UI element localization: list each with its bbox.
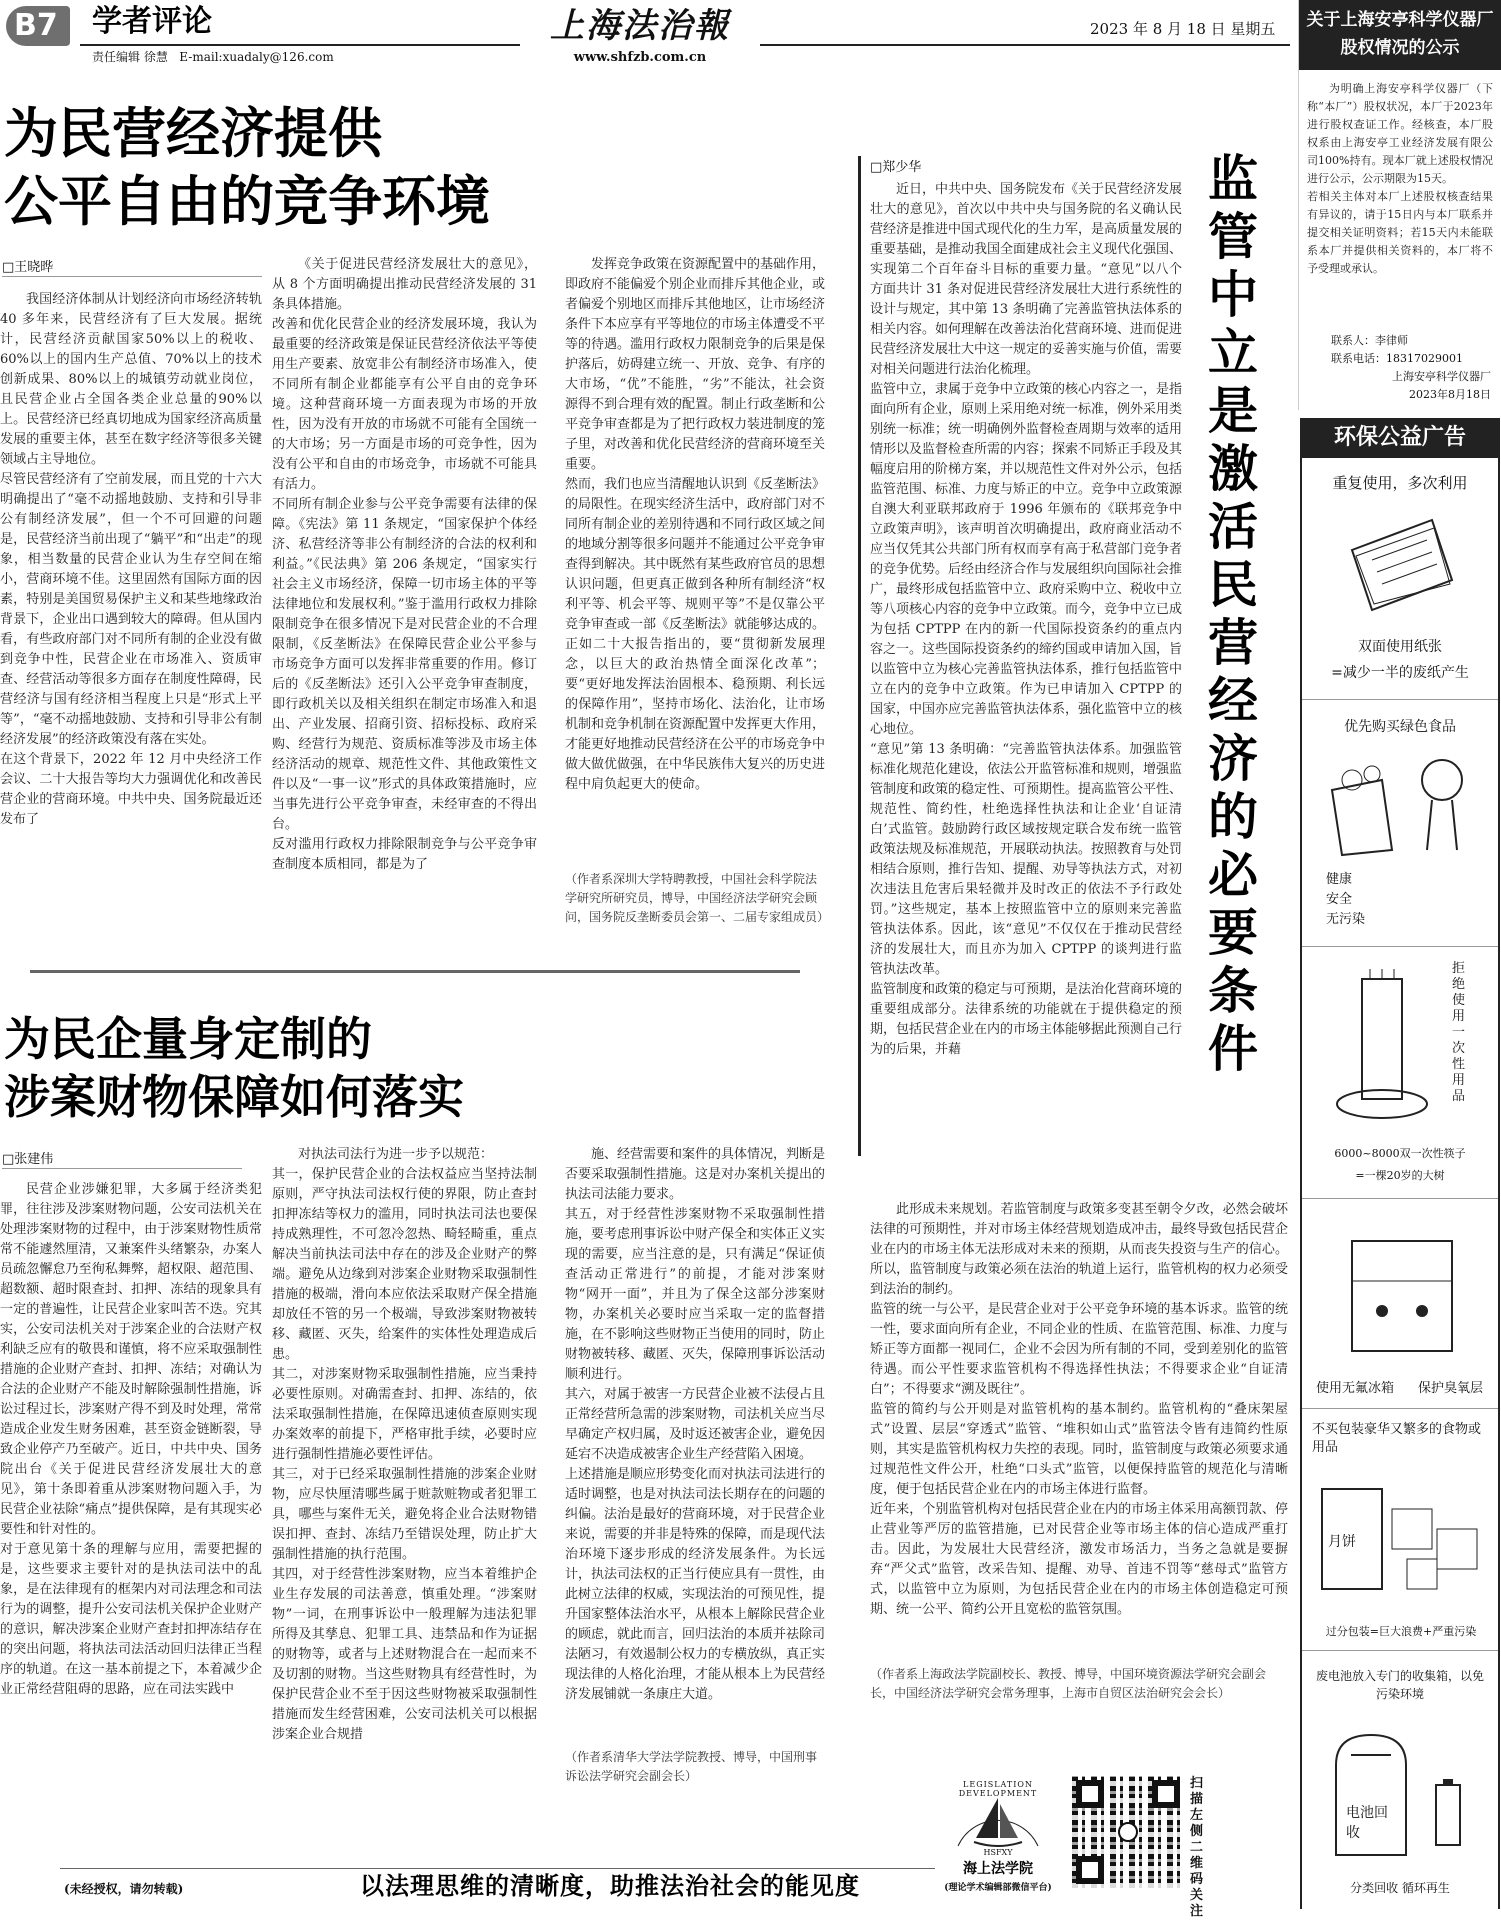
ad-panel-heading: 不买包装豪华又繁多的食物或用品 [1312,1422,1482,1455]
editor-name: 责任编辑 徐慧 [92,50,168,64]
title-char: 件 [1208,1020,1258,1078]
article1-title-line1: 为民营经济提供 [4,102,382,165]
ad-panel-caption: =一棵20岁的大树 [1355,1169,1445,1182]
ad-panel-heading: 使用无氟冰箱 [1316,1381,1395,1396]
footer-disclaimer: (未经授权，请勿转载) [64,1882,184,1896]
title-char: 监 [1208,150,1258,208]
article2-author-rule [2,1168,242,1169]
ad-panel-caption: 双面使用纸张 [1358,639,1442,655]
ad-panel-caption: 保护臭氧层 [1418,1381,1484,1396]
grocery-bag-icon [1322,750,1482,860]
ad-panel-food [1302,702,1498,947]
school-subtitle: (理论学术编辑部微信平台) [944,1883,1052,1893]
title-char: 经 [1208,672,1258,730]
qr-finder [1152,1780,1180,1808]
editor-line [92,48,334,65]
ad-panel-caption: =减少一半的废纸产生 [1331,665,1469,681]
ad-panel-battery [1302,1653,1498,1907]
qr-finder [1076,1780,1104,1808]
title-char: 条 [1208,962,1258,1020]
notice-box [1298,0,1500,410]
article1-title [4,100,564,236]
article3-column-top: 近日，中共中央、国务院发布《关于民营经济发展壮大的意见》，首次以中共中央与国务院的名义确认民营经济是推进中国式现代化的生力军，是高质量发展的重要基础，是推动我国全面建成社会主义现代化强国、实现第二个百年奋斗目标的重要力量。“意见”以八个方面共计 31 条对促进民营经济发展壮大进行系统性的设计与规定，其中第 13 条明确了完善监管执法体系的相关内容。如何理解在改善法治化营商环境、进而促进民营经济发展壮大中这一规定的妥善实施与价值，需要对相关问题进行法治化梳理。 监管中立，隶属于竞争中立政策的核心内容之一，是指面向所有企业，原则上采用绝对统一标准，例外采用类别统一标准；统一明确例外监督检查周期与效率的适用情形以及监督检查所需的内容；探索不同矫正手段及其幅度启用的阶梯方案，并以规范性文件对外公示，包括监管范围、标准、力度与矫正的中立。竞争中立政策源自澳大利亚联邦政府于 1996 年颁布的《联邦竞争中立政策声明》，该声明首次明确提出，政府商业活动不应当仅凭其公共部门所有权而享有高于私营部门竞争者的竞争优势。后经由经济合作与发展组织向国际社会推广，最终形成包括监管中立、政府采购中立、税收中立等八项核心内容的竞争中立政策。而今，竞争中立已成为包括 CPTPP 在内的新一代国际投资条约的重点内容之一。这些国际投资条约的缔约国或申请加入国，旨以监管中立为核心完善监管执法体系，推行包括监管中立在内的竞争中立政策。作为已申请加入 CPTPP 的国家，中国亦应完善监管执法体系，强化监管中立的核心地位。 “意见”第 13 条明确：“完善监管执法体系。加强监管标准化规范化建设，依法公开监管标准和规则，增强监管制度和政策的稳定性、可预期性。提高监管公平性、规范性、简约性，杜绝选择性执法和让企业‘自证清白’式监管。鼓励跨行政区域按规定联合发布统一监管政策法规及标准规范，开展联动执法。按照教育与处罚相结合原则，推行告知、提醒、劝导等执法方式，对初次违法且危害后果轻微并及时改正的依法不予行政处罚。”这些规定，基本上按照监管中立的原则来完善监管执法体系。因此，该“意见”不仅仅在于推动民营经济的发展壮大，而且亦为加入 CPTPP 的谈判进行监管执法改革。 监管制度和政策的稳定与可预期，是法治化营商环境的重要组成部分。法律系统的功能就在于提供稳定的预期，包括民营企业在内的市场主体能够据此预测自己行为的后果，并藉 [870,182,1183,1057]
paper-stack-icon [1342,510,1462,620]
title-char: 要 [1208,904,1258,962]
section-title: 学者评论 [92,4,212,39]
article2-title-line2: 涉案财物保障如何落实 [4,1070,464,1124]
article3-author-bio: （作者系上海政法学院副校长、教授、博导，中国环境资源法学研究会副会长，中国经济法学研究会常务理事，上海市自贸区法治研究会会长） [870,1667,1267,1700]
ad-panel-caption: 安全 [1326,892,1353,907]
ad-panel-packaging [1302,1411,1498,1651]
page-header [0,0,1300,68]
notice-date: 2023年8月18日 [1409,388,1491,401]
ad-panel-chopsticks [1302,949,1498,1199]
ad-panel-caption: 过分包装=巨大浪费+严重污染 [1325,1625,1477,1638]
article1-title-line2: 公平自由的竞争环境 [4,170,490,233]
article1-column-1: 我国经济体制从计划经济向市场经济转轨 40 多年来，民营经济有了巨大发展。据统计，民营经济贡献国家50%以上的税收、60%以上的国内生产总值、70%以上的技术创新成果、80%以上的城镇劳动就业岗位，且民营企业占全国各类企业总量的90%以上。民营经济已经真切地成为国家经济高质量发展的重要主体，甚至在数字经济等很多关键领域占主导地位。 尽管民营经济有了空前发展，而且党的十六大明确提出了“毫不动摇地鼓励、支持和引导非公有制经济发展”，但一个不可回避的问题是，民营经济当前出现了“躺平”和“出走”的现象，相当数量的民营企业认为生存空间在缩小，营商环境不佳。这里固然有国际方面的因素，特别是美国贸易保护主义和某些地缘政治背景下，企业出口遇到较大的障碍。但从国内看，有些政府部门对不同所有制的企业没有做到竞争中性，民营企业在市场准入、资质审查、经营活动等很多方面存在制度性障碍，民营经济与国有经济相当程度上只是“形式上平等”，“毫不动摇地鼓励、支持和引导非公有制经济发展”的经济政策没有落在实处。 在这个背景下，2022 年 12 月中央经济工作会议、二十大报告等均大力强调优化和改善民营企业的营商环境。中共中央、国务院最近还发布了 [0,292,262,827]
title-char: 激 [1208,440,1258,498]
ad-panel-heading: 重复使用，多次利用 [1332,474,1468,492]
article1-bottom-rule [30,970,800,973]
school-name: 海上法学院 [963,1861,1033,1877]
qr-code[interactable] [1072,1776,1184,1888]
eco-ad-title: 环保公益广告 [1333,425,1466,450]
article3-column-bottom: 此形成未来规划。若监管制度与政策多变甚至朝令夕改，必然会破坏法律的可预期性，并对市场主体经营规划造成冲击，最终导致包括民营企业在内的市场主体无法形成对未来的预期，从而丧失投资与生产的信心。所以，监管制度与政策必须在法治的轨道上运行，监管机构的权力必须受到法治的制约。 监管的统一与公平，是民营企业对于公平竞争环境的基本诉求。监管的统一性，要求面向所有企业，不同企业的性质、在监管范围、标准、力度与矫正等方面都一视同仁，企业不会因为所有制的不同，受到差别化的监管待遇。而公平性要求监管机构不得选择性执法；不得要求企业“自证清白”；不得要求“溯及既往”。 监管的简约与公开则是对监管机构的基本制约。监管机构的“叠床架屋式”设置、层层“穿透式”监管、“堆积如山式”监管法令皆有违简约性原则，其实是监管机构权力失控的表现。同时，监管制度与政策必须要求通过规范性文件公开，杜绝“口头式”监管，以便保持监管的规范化与清晰度，便于包括民营企业在内的市场主体进行监督。 近年来，个别监管机构对包括民营企业在内的市场主体采用高额罚款、停止营业等严厉的监管措施，已对民营企业等市场主体的信心造成严重打击。因此，为发展壮大民营经济，激发市场活力，当务之急就是要摒弃“严父式”监管，改采告知、提醒、劝导、首违不罚等“慈母式”监管方式，以监管中立为原则，为包括民营企业在内的市场主体创造稳定可预期、统一公平、简约公开且宽松的监管氛围。 [870,1202,1288,1617]
qr-finder [1076,1856,1104,1884]
article1-author-rule [2,276,262,277]
ad-panel-heading: 拒绝使用一次性用品 [1452,961,1466,1104]
article2-column-1: 民营企业涉嫌犯罪，大多属于经济类犯罪，往往涉及涉案财物问题，公安司法机关在处理涉案财物的过程中，由于涉案财物性质常常不能遽然厘清，又兼案件头绪繁杂，办案人员疏忽懈怠乃至徇私舞弊，超权限、超范围、超数额、超时限查封、扣押、冻结的现象具有一定的普遍性，让民营企业家叫苦不迭。究其实，公安司法机关对于涉案企业的合法财产权利缺乏应有的敬畏和谨慎，将不应采取强制性措施的企业财产查封、扣押、冻结；对确认为合法的企业财产不能及时解除强制性措施，诉讼过程过长，涉案财产得不到及时处理，常常造成企业发生财务困难，甚至资金链断裂，导致企业停产乃至破产。近日，中共中央、国务院出台《关于促进民营经济发展壮大的意见》，第十条即着重从涉案财物问题入手，为民营企业祛除“痛点”提供保障，是有其现实必要性和针对性的。 对于意见第十条的理解与应用，需要把握的是，这些要求主要针对的是执法司法中的乱象，是在法律现有的框架内对司法理念和司法行为的调整，提升公安司法机关保护企业财产的意识，解决涉案企业财产查封扣押冻结存在的突出问题，将执法司法活动回归法律正当程序的轨道。在这一基本前提之下，本着减少企业正常经营阻碍的思路，应在司法实践中 [0,1182,262,1697]
notice-contact-phone: 联系电话：18317029001 [1331,352,1463,365]
school-abbr: HSFXY [983,1848,1013,1857]
website: www.shfzb.com.cn [573,50,707,65]
scan-instruction: 扫描左侧二维码关注 [1190,1776,1204,1919]
footer-slogan: 以法理思维的清晰度，助推法治社会的能见度 [360,1872,860,1900]
battery-bin-icon [1316,1725,1486,1865]
article2-author: □张建伟 [2,1152,54,1167]
title-char: 是 [1208,382,1258,440]
title-char: 的 [1208,788,1258,846]
title-char: 管 [1208,208,1258,266]
title-char: 立 [1208,324,1258,382]
eco-ad [1300,418,1500,1909]
title-char: 民 [1208,556,1258,614]
article2-column-2: 对执法司法行为进一步予以规范： 其一，保护民营企业的合法权益应当坚持法制原则，严守执法司法权行使的界限，防止查封扣押冻结等权力的滥用，同时执法司法也要保持成熟理性，不可忽冷忽热、畸轻畸重，重点解决当前执法司法中存在的涉及企业财产的弊端。避免从边缘到对涉案企业财物采取强制性措施的极端，滑向本应依法采取财产保全措施却放任不管的另一个极端，导致涉案财物被转移、藏匿、灭失，给案件的实体性处理造成后患。 其二，对涉案财物采取强制性措施，应当秉持必要性原则。对确需查封、扣押、冻结的，依法采取强制性措施，在保障迅速侦查原则实现办案效率的前提下，严格审批手续，必要时应进行强制性措施必要性评估。 其三，对于已经采取强制性措施的涉案企业财物，应尽快厘清哪些属于赃款赃物或者犯罪工具，哪些与案件无关，避免将企业合法财物错误扣押、查封、冻结乃至错误处理，防止扩大强制性措施的执行范围。 其四，对于经营性涉案财物，应当本着维护企业生存发展的司法善意，慎重处理。“涉案财物”一词，在刑事诉讼中一般理解为违法犯罪所得及其孳息、犯罪工具、违禁品和作为证据的财物等，或者与上述财物混合在一起而来不及切割的财物。当这些财物具有经营性时，为保护民营企业不至于因这些财物被采取强制性措施而发生经营困难，公安司法机关可以根据涉案企业合规措 [272,1147,537,1742]
title-char: 济 [1208,730,1258,788]
article2-author-bio: （作者系清华大学法学院教授、博导，中国刑事诉讼法学研究会副会长） [565,1750,818,1783]
page-number: B7 [14,8,58,43]
ad-panel-fridge [1302,1201,1498,1409]
article2-column-3: 施、经营需要和案件的具体情况，判断是否要采取强制性措施。这是对办案机关提出的执法司法能力要求。 其五，对于经营性涉案财物不采取强制性措施，要考虑刑事诉讼中财产保全和实体正义实现的需要，应当注意的是，只有满足“保证侦查活动正常进行”的前提，才能对涉案财物“网开一面”，并且为了保全这部分涉案财物，办案机关必要时应当采取一定的监督措施，在不影响这些财物正当使用的同时，防止财物被转移、藏匿、灭失，保障刑事诉讼活动顺利进行。 其六，对属于被害一方民营企业被不法侵占且正常经营所急需的涉案财物，司法机关应当尽早确定产权归属，及时返还被害企业，避免因延宕不决造成被害企业生产经营陷入困境。 上述措施是顺应形势变化而对执法司法进行的适时调整，也是对执法司法长期存在的问题的纠偏。法治是最好的营商环境，对于民营企业来说，需要的并非是特殊的保障，而是现代法治环境下逐步形成的经济发展条件。为长远计，执法司法权的正当行使应具有一贯性，由此树立法律的权威，实现法治的可预见性，提升国家整体法治水平，从根本上解除民营企业的顾虑，就此而言，回归法治的本质并祛除司法陋习，有效遏制公权力的专横放纵，真正实现法律的人格化治理，才能从根本上为民营经济发展铺就一条康庄大道。 [565,1147,826,1702]
header-rule-right [760,44,1290,46]
notice-title: 关于上海安亭科学仪器厂股权情况的公示 [1306,10,1494,58]
qr-center-logo [1118,1822,1138,1842]
article3-vertical-title [1198,150,1268,1078]
ad-panel-heading: 废电池放入专门的收集箱，以免污染环境 [1315,1669,1484,1701]
title-char: 活 [1208,498,1258,556]
title-char: 中 [1208,266,1258,324]
ad-panel-caption: 无污染 [1326,912,1366,927]
header-rule-left [80,44,520,46]
tree-stump-icon [1322,969,1442,1129]
title-char: 营 [1208,614,1258,672]
notice-signer: 上海安亭科学仪器厂 [1392,370,1491,383]
article2-title-line1: 为民企量身定制的 [4,1012,372,1066]
notice-body: 为明确上海安亭科学仪器厂（下称“本厂”）股权状况，本厂于2023年进行股权查证工作。经核查，本厂股权系由上海安亭工业经济发展有限公司100%持有。现本厂就上述股权情况进行公示，公示期限为15天。 若相关主体对本厂上述股权核查结果有异议的，请于15日内与本厂联系并提交相关证明资料；若15天内未能联系本厂并提供相关资料的，本厂将不予受理或承认。 [1307,82,1493,275]
ad-panel-caption: 分类回收 循环再生 [1350,1881,1450,1895]
article2-title [4,1010,604,1126]
ad-panel-box-label: 月饼 [1328,1534,1356,1550]
ad-panel-bin-label: 电池回收 [1346,1805,1388,1841]
editor-email: E-mail:xuadaly@126.com [179,50,334,64]
school-arc-text: LEGISLATION DEVELOPMENT [958,1780,1038,1798]
ad-panel-heading: 优先购买绿色食品 [1344,719,1456,735]
ad-panel-caption: 健康 [1326,872,1353,887]
article3-left-rule [858,156,861,1156]
article1-author-bio: （作者系深圳大学特聘教授，中国社会科学院法学研究所研究员，博导，中国经济法学研究会顾问，国务院反垄断委员会第一、二届专家组成员） [565,872,830,924]
issue-date: 2023 年 8 月 18 日 星期五 [1090,20,1276,38]
article1-column-2: 《关于促进民营经济发展壮大的意见》，从 8 个方面明确提出推动民营经济发展的 31 条具体措施。 改善和优化民营企业的经济发展环境，我认为最重要的经济政策是保证民营经济依法平等使用生产要素、放宽非公有制经济市场准入，使不同所有制企业都能享有公平自由的竞争环境。这种营商环境一方面表现为市场的开放性，因为没有开放的市场就不可能有全国统一的大市场；另一方面是市场的可竞争性，因为没有公平和自由的市场竞争，市场就不可能具有活力。 不同所有制企业参与公平竞争需要有法律的保障。《宪法》第 11 条规定，“国家保护个体经济、私营经济等非公有制经济的合法的权利和利益。”《民法典》第 206 条规定，“国家实行社会主义市场经济，保障一切市场主体的平等法律地位和发展权利。”鉴于滥用行政权力排除限制竞争在很多情况下是对民营企业的不合理限制，《反垄断法》在保障民营企业公平参与市场竞争方面可以发挥非常重要的作用。修订后的《反垄断法》还引入公平竞争审查制度，即行政机关以及相关组织在制定市场准入和退出、产业发展、招商引资、招标投标、政府采购、经营行为规范、资质标准等涉及市场主体经济活动的规章、规范性文件、其他政策性文件以及“一事一议”形式的具体政策措施时，应当事先进行公平竞争审查，未经审查的不得出台。 反对滥用行政权力排除限制竞争与公平竞争审查制度本质相同，都是为了 [272,257,537,872]
article1-column-3: 发挥竞争政策在资源配置中的基础作用，即政府不能偏爱个别企业而排斥其他企业，或者偏爱个别地区而排斥其他地区，让市场经济条件下本应享有平等地位的市场主体遭受不平等的待遇。滥用行政权力限制竞争的后果是保护落后，妨碍建立统一、开放、竞争、有序的大市场，“优”不能胜，“劣”不能汰，社会资源得不到合理有效的配置。制止行政垄断和公平竞争审查都是为了把行政权力装进制度的笼子里，对改善和优化民营经济的营商环境至关重要。 然而，我们也应当清醒地认识到《反垄断法》的局限性。在现实经济生活中，政府部门对不同所有制企业的差别待遇和不同行政区域之间的地域分割等很多问题并不能通过公平竞争审查得到解决。其中既然有某些政府官员的思想认识问题，但更真正做到各种所有制经济“权利平等、机会平等、规则平等”不是仅靠公平竞争审查或一部《反垄断法》就能够达成的。正如二十大报告指出的，要“贯彻新发展理念，以巨大的政治热情全面深化改革”；要“更好地发挥法治固根本、稳预期、利长远的保障作用”，坚持市场化、法治化，让市场机制和竞争机制在资源配置中发挥更大作用，才能更好地推动民营经济在公平的市场竞争中做大做优做强，在中华民族伟大复兴的历史进程中肩负起更大的使命。 [565,257,826,792]
article3-author: □郑少华 [870,160,922,175]
fridge-icon [1332,1221,1472,1361]
ad-panel-caption: 6000~8000双一次性筷子 [1334,1147,1466,1160]
masthead-logo: 上海法治報 [550,6,730,46]
ad-panel-paper [1302,460,1498,700]
notice-contact-name: 联系人：李律师 [1331,334,1408,347]
article1-author: □王晓晔 [2,260,54,275]
title-char: 必 [1208,846,1258,904]
